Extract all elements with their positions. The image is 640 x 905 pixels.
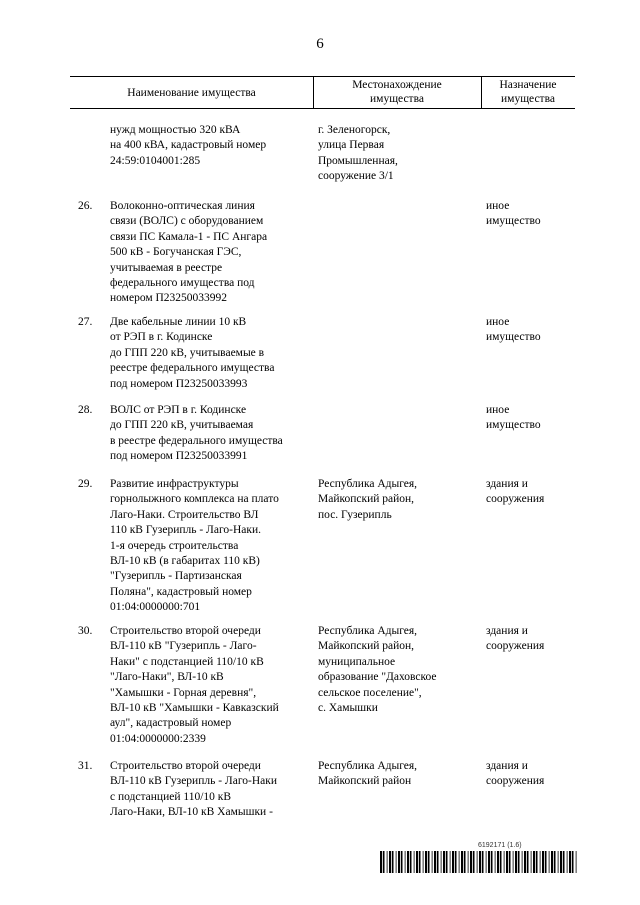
row-name: Волоконно-оптическая линия связи (ВОЛС) с оборудованием связи ПС Камала-1 - ПС Ангара 500 кВ - Богучанская ГЭС, учитываемая в реестре федерального имущества под номером П23250033992 xyxy=(110,200,268,305)
row-name: нужд мощностью 320 кВА на 400 кВА, кадастровый номер 24:59:0104001:285 xyxy=(110,124,267,167)
row-number: 29. xyxy=(78,478,93,490)
row-name: Строительство второй очереди ВЛ-110 кВ Гузерипль - Лаго-Наки с подстанцией 110/10 кВ Лаго-Наки, ВЛ-10 кВ Хамышки - xyxy=(110,760,277,819)
page-number: 6 xyxy=(316,36,324,52)
row-location: Республика Адыгея, Майкопский район, пос. Гузерипль xyxy=(318,478,418,521)
row-name: Строительство второй очереди ВЛ-110 кВ "Гузерипль - Лаго- Наки" с подстанцией 110/10 кВ "Лаго-Наки", ВЛ-10 кВ "Хамышки - Горная деревня", ВЛ-10 кВ "Хамышки - Кавказский аул", кадастровый номер 01:04:0000000:2339 xyxy=(110,625,279,745)
header-bottom-rule xyxy=(70,108,575,109)
header-location: Местонахождение имущества xyxy=(352,79,442,105)
row-number: 31. xyxy=(78,760,93,772)
row-name: Две кабельные линии 10 кВ от РЭП в г. Кодинске до ГПП 220 кВ, учитываемые в реестре федерального имущества под номером П23250033993 xyxy=(110,316,275,390)
document-code: 6192171 (1.6) xyxy=(478,842,522,849)
row-purpose: здания и сооружения xyxy=(486,760,545,788)
row-purpose: иное имущество xyxy=(486,404,541,432)
row-purpose: здания и сооружения xyxy=(486,478,545,506)
row-name: ВОЛС от РЭП в г. Кодинске до ГПП 220 кВ, учитываемая в реестре федерального имущества под номером П23250033991 xyxy=(110,404,283,463)
row-location: Республика Адыгея, Майкопский район xyxy=(318,760,418,788)
barcode-graphic xyxy=(380,851,577,873)
header-purpose: Назначение имущества xyxy=(499,79,557,105)
header-top-rule xyxy=(70,76,575,77)
row-number: 26. xyxy=(78,200,93,212)
row-number: 30. xyxy=(78,625,93,637)
row-purpose: иное имущество xyxy=(486,316,541,344)
row-name: Развитие инфраструктуры горнолыжного комплекса на плато Лаго-Наки. Строительство ВЛ 110 кВ Гузерипль - Лаго-Наки. 1-я очередь строительства ВЛ-10 кВ (в габаритах 110 кВ) "Гузерипль - Партизанская Поляна", кадастровый номер 01:04:0000000:701 xyxy=(110,478,279,614)
row-number: 27. xyxy=(78,316,93,328)
row-purpose: иное имущество xyxy=(486,200,541,228)
header-name: Наименование имущества xyxy=(127,87,256,99)
row-location: г. Зеленогорск, улица Первая Промышленная, сооружение 3/1 xyxy=(318,124,398,183)
row-location: Республика Адыгея, Майкопский район, муниципальное образование "Даховское сельское поселение", с. Хамышки xyxy=(318,625,437,715)
row-purpose: здания и сооружения xyxy=(486,625,545,653)
row-number: 28. xyxy=(78,404,93,416)
